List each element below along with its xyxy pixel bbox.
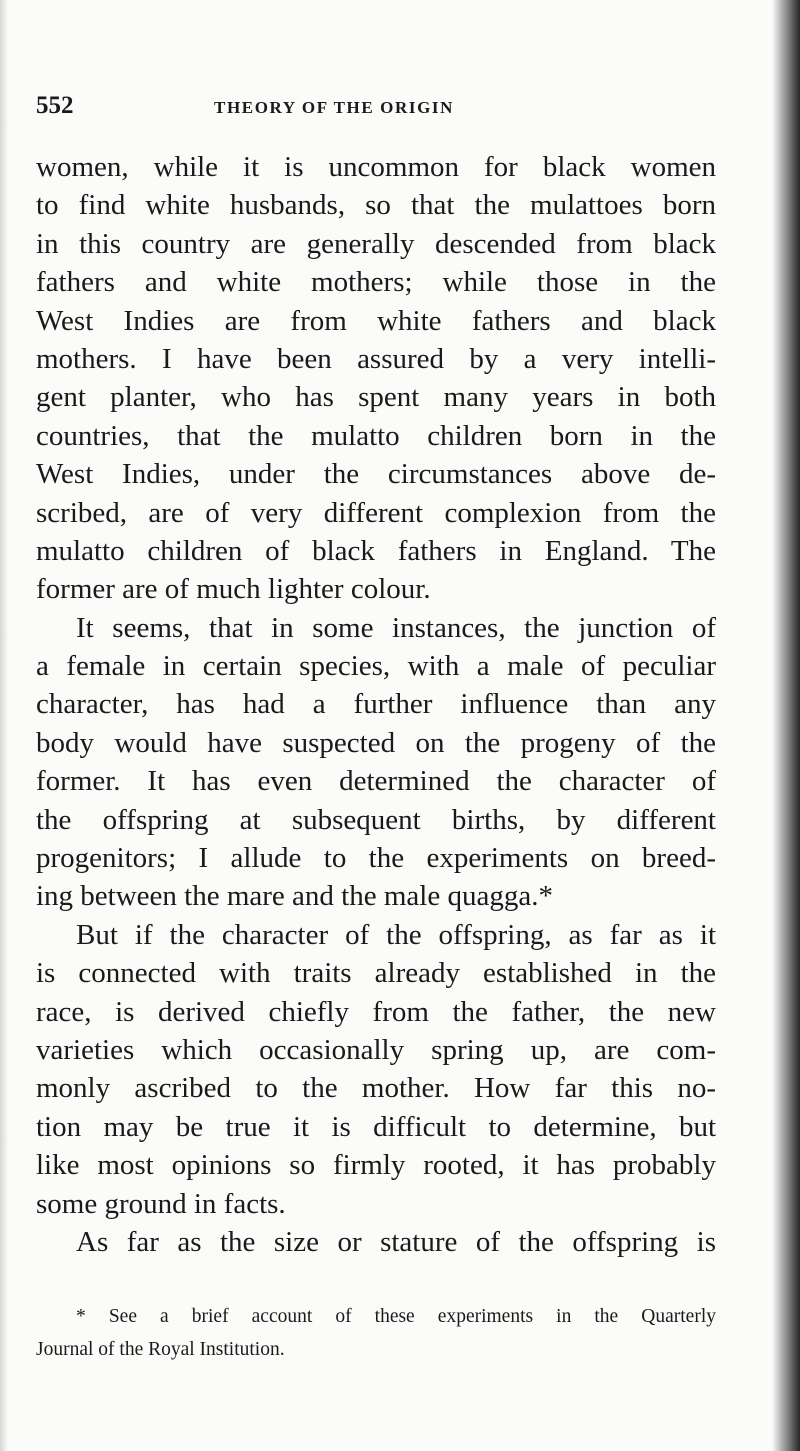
footnote-line: * See a brief account of these experiments in the Quarterly (76, 1306, 716, 1327)
footnote (36, 1300, 716, 1366)
text-line: race, is derived chiefly from the father, the new (36, 995, 716, 1028)
page-number: 552 (36, 92, 74, 119)
text-line: progenitors; I allude to the experiments on breed- (36, 842, 716, 875)
text-line: character, has had a further influence than any (36, 688, 716, 721)
text-line: former are of much lighter colour. (36, 573, 431, 606)
text-line: some ground in facts. (36, 1187, 286, 1220)
page-edge-shadow-right (772, 0, 800, 1451)
text-line: As far as the size or stature of the offspring is (76, 1225, 716, 1258)
text-line: scribed, are of very different complexion from the (36, 496, 716, 529)
text-line: monly ascribed to the mother. How far this no- (36, 1072, 716, 1105)
text-line: West Indies are from white fathers and black (36, 304, 716, 337)
text-line: the offspring at subsequent births, by different (36, 803, 716, 836)
text-line: mothers. I have been assured by a very intelli- (36, 342, 716, 375)
text-line: is connected with traits already established in the (36, 957, 716, 990)
text-line: But if the character of the offspring, as far as it (76, 918, 716, 951)
page-header (36, 92, 596, 126)
text-line: a female in certain species, with a male of peculiar (36, 650, 716, 683)
text-line: like most opinions so firmly rooted, it has probably (36, 1149, 716, 1182)
running-head: THEORY OF THE ORIGIN (214, 98, 455, 117)
text-line: women, while it is uncommon for black women (36, 151, 716, 183)
text-line: body would have suspected on the progeny of the (36, 726, 716, 759)
text-line: gent planter, who has spent many years in both (36, 381, 716, 414)
text-line: West Indies, under the circumstances above de- (36, 458, 716, 491)
text-line: ing between the mare and the male quagga.* (36, 880, 553, 913)
text-line: former. It has even determined the character of (36, 765, 716, 798)
footnote-line: Journal of the Royal Institution. (36, 1339, 285, 1360)
text-line: countries, that the mulatto children born in the (36, 419, 716, 452)
text-line: It seems, that in some instances, the junction of (76, 611, 716, 644)
text-line: tion may be true it is difficult to determine, but (36, 1110, 716, 1143)
text-line: fathers and white mothers; while those in the (36, 266, 716, 299)
text-line: to find white husbands, so that the mulattoes born (36, 189, 716, 222)
text-line: in this country are generally descended from black (36, 227, 716, 260)
body-text (36, 148, 716, 1261)
text-line: varieties which occasionally spring up, are com- (36, 1033, 716, 1066)
page-edge-shadow-left (0, 0, 8, 1451)
text-line: mulatto children of black fathers in England. The (36, 534, 716, 567)
